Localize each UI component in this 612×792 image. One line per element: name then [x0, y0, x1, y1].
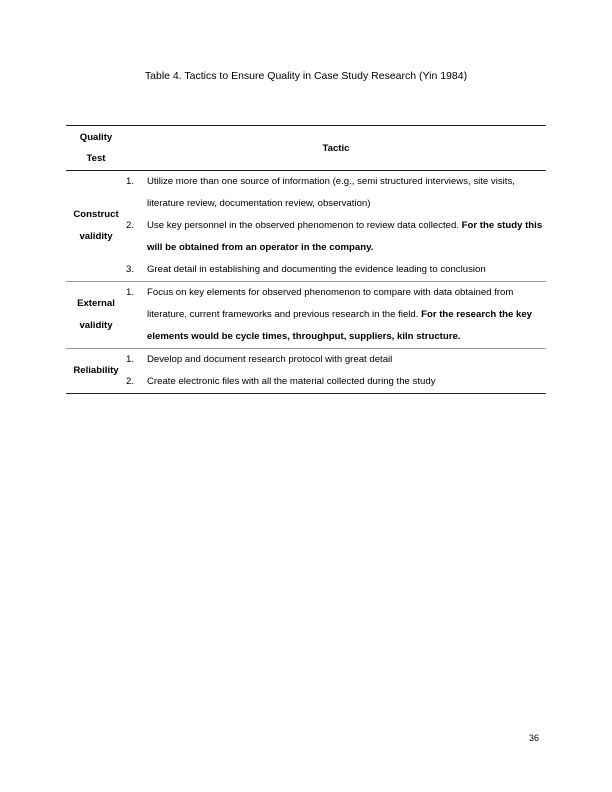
header-quality-test	[66, 126, 126, 171]
quality-test-label-line1: External	[77, 298, 115, 309]
tactic-emphasis: For the research the key elements would be cycle times, throughput, suppliers, kiln structure.	[147, 309, 533, 342]
quality-test-cell	[66, 349, 126, 394]
tactic-cell	[126, 171, 546, 282]
tactic-number: 1.	[126, 354, 135, 365]
tactic-text: Great detail in establishing and documenting the evidence leading to conclusion	[147, 264, 486, 275]
tactic-item	[126, 215, 546, 259]
tactic-list	[126, 282, 546, 348]
quality-tactics-table	[66, 125, 546, 394]
tactic-text: Use key personnel in the observed phenomenon to review data collected.	[147, 220, 459, 231]
tactic-number: 3.	[126, 264, 135, 275]
table-row-reliability	[66, 349, 546, 394]
tactic-item	[126, 371, 546, 393]
header-quality-test-line1: Quality	[79, 132, 113, 143]
header-quality-test-line2: Test	[86, 153, 106, 164]
tactic-number: 2.	[126, 220, 135, 231]
tactic-cell	[126, 282, 546, 349]
quality-test-label-line2: validity	[79, 320, 113, 331]
table-row-construct-validity	[66, 171, 546, 282]
tactic-number: 1.	[126, 176, 135, 187]
tactic-item	[126, 282, 546, 348]
page-number: 36	[529, 733, 540, 743]
tactic-item	[126, 349, 546, 371]
header-tactic: Tactic	[322, 142, 350, 154]
tactic-emphasis: For the study this will be obtained from an operator in the company.	[147, 220, 543, 253]
tactic-item	[126, 259, 546, 281]
tactic-text: Develop and document research protocol with great detail	[147, 354, 393, 365]
tactic-list	[126, 171, 546, 281]
tactic-text: Create electronic files with all the material collected during the study	[147, 376, 436, 387]
quality-test-label: Reliability	[73, 365, 119, 376]
quality-test-cell	[66, 282, 126, 349]
tactic-cell	[126, 349, 546, 394]
quality-test-label-line1: Construct	[73, 209, 119, 220]
tactic-list	[126, 349, 546, 393]
quality-test-label-line2: validity	[79, 231, 113, 242]
tactic-text: Focus on key elements for observed phenomenon to compare with data obtained from literature, current frameworks and previous research in the field.	[147, 287, 514, 320]
quality-test-cell	[66, 171, 126, 282]
tactic-number: 2.	[126, 376, 135, 387]
tactic-number: 1.	[126, 287, 135, 298]
tactic-item	[126, 171, 546, 215]
table-row-external-validity	[66, 282, 546, 349]
table-header-row	[66, 126, 546, 171]
tactic-text: Utilize more than one source of information (e.g., semi structured interviews, site visits, literature review, documentation review, observation)	[147, 176, 515, 209]
table-caption: Table 4. Tactics to Ensure Quality in Case Study Research (Yin 1984)	[144, 70, 468, 82]
